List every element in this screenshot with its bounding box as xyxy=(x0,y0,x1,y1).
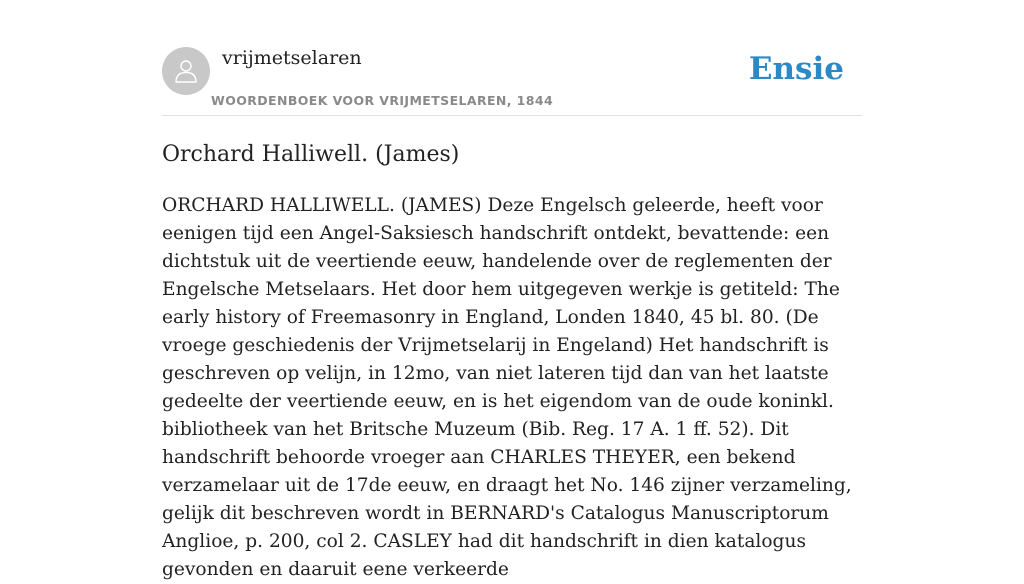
article-header xyxy=(162,46,862,116)
author-name[interactable]: vrijmetselaren xyxy=(222,47,362,69)
article-title: Orchard Halliwell. (James) xyxy=(162,142,460,167)
user-icon xyxy=(172,57,200,85)
article-body: ORCHARD HALLIWELL. (JAMES) Deze Engelsch geleerde, heeft voor eenigen tijd een Angel-Saksiesch handschrift ontdekt, bevattende: een dichtstuk uit de veertiende eeuw, handelende over de reglementen der Engelsche Metselaars. Het door hem uitgegeven werkje is getiteld: The early history of Freemasonry in England, Londen 1840, 45 bl. 80. (De vroege geschiedenis der Vrijmetselarij in Engeland) Het handschrift is geschreven op velijn, in 12mo, van niet lateren tijd dan van het laatste gedeelte der veertiende eeuw, en is het eigendom van de oude koninkl. bibliotheek van het Britsche Muzeum (Bib. Reg. 17 A. 1 ff. 52). Dit handschrift behoorde vroeger aan CHARLES THEYER, een bekend verzamelaar uit de 17de eeuw, en draagt het No. 146 zijner verzameling, gelijk dit beschreven wordt in BERNARD's Catalogus Manuscriptorum Anglioe, p. 200, col 2. CASLEY had dit handschrift in dien katalogus gevonden en daaruit eene verkeerde xyxy=(162,195,852,580)
source-link[interactable]: WOORDENBOEK VOOR VRIJMETSELAREN, 1844 xyxy=(211,93,554,108)
author-avatar[interactable] xyxy=(162,47,210,95)
brand-logo[interactable]: Ensie xyxy=(748,51,844,87)
